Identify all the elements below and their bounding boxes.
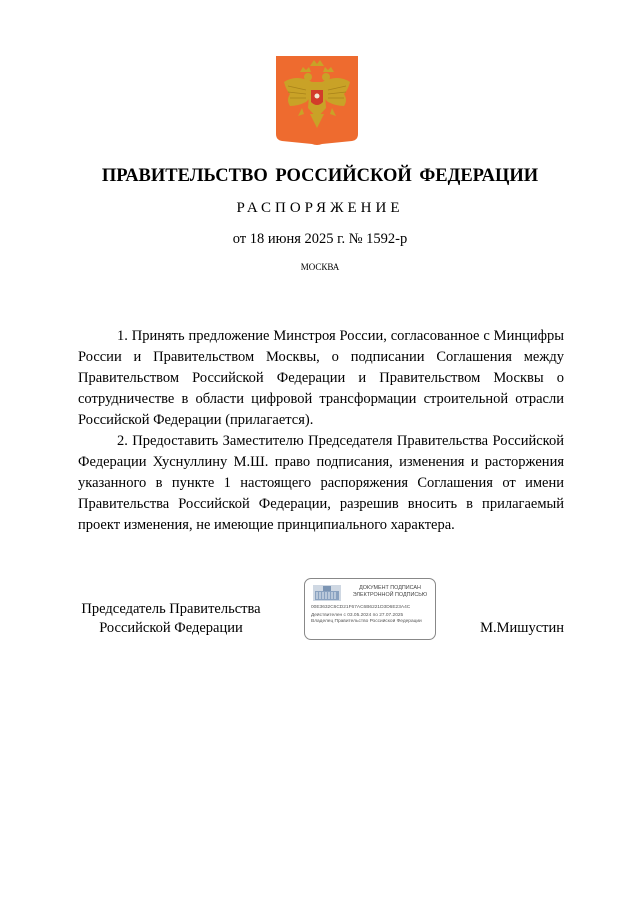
stamp-title-line2: ЭЛЕКТРОННОЙ ПОДПИСЬЮ — [352, 592, 428, 598]
electronic-signature-stamp — [304, 578, 436, 640]
stamp-validity: Действителен с 03.05.2024 по 27.07.2025 — [311, 613, 404, 618]
russian-coat-of-arms-icon — [276, 56, 358, 146]
stamp-serial: 00E3632C6CD21F67AC6B6221D3D6E23A4C — [311, 605, 411, 610]
stamp-title-line1: ДОКУМЕНТ ПОДПИСАН — [359, 585, 421, 591]
signatory-name: М.Мишустин — [480, 620, 564, 636]
document-body — [78, 326, 564, 536]
signatory-position — [76, 600, 266, 638]
signatory-position-line2: Российской Федерации — [99, 620, 243, 636]
document-type: РАСПОРЯЖЕНИЕ — [236, 200, 404, 216]
government-title: ПРАВИТЕЛЬСТВО РОССИЙСКОЙ ФЕДЕРАЦИИ — [101, 166, 539, 186]
government-building-icon — [311, 583, 343, 603]
stamp-owner: Владелец Правительство Российской Федерации — [311, 619, 422, 624]
paragraph-2: 2. Предоставить Заместителю Председателя Правительства Российской Федерации Хуснуллину М.Ш. право подписания, изменения и расторжения указанного в пункте 1 настоящего распоряжения Соглашения от имени Правительства Российской Федерации, разрешив вносить в прилагаемый проект изменения, не имеющие принципиального характера. — [78, 433, 564, 533]
paragraph-1: 1. Принять предложение Минстроя России, согласованное с Минцифры России и Правительством Москвы, о подписании Соглашения между Правительством Российской Федерации и Правительством Москвы о сотрудничестве в области цифровой трансформации строительной отрасли Российской Федерации (прилагается). — [78, 328, 564, 428]
document-date-number: от 18 июня 2025 г. № 1592-р — [232, 231, 408, 247]
document-city: МОСКВА — [300, 262, 340, 272]
stamp-title — [345, 585, 435, 599]
signatory-position-line1: Председатель Правительства — [81, 601, 261, 617]
